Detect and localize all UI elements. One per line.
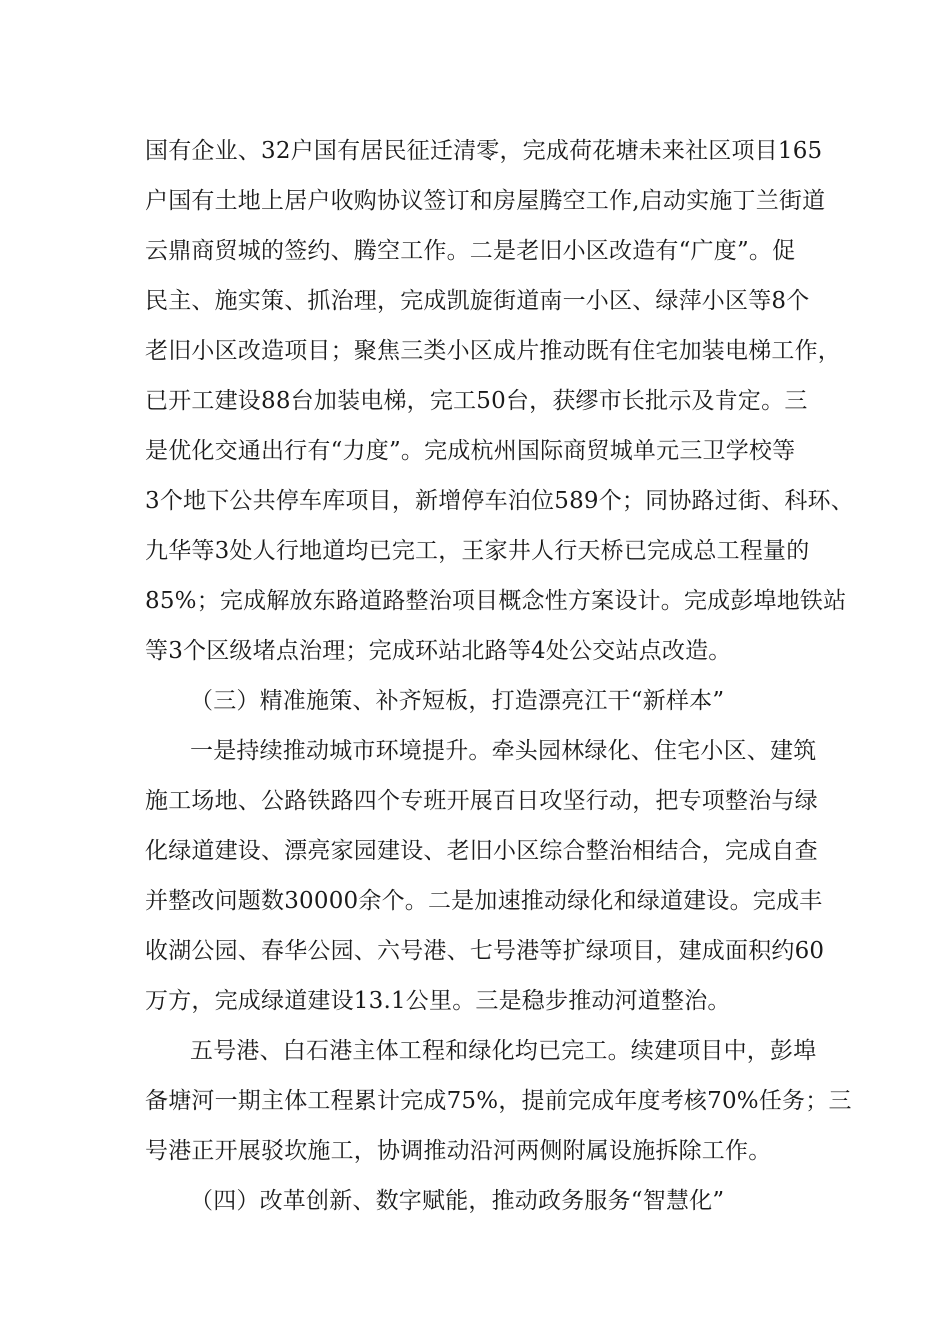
section-heading: （四）改革创新、数字赋能，推动政务服务“智慧化” bbox=[190, 1188, 725, 1214]
text-line: 五号港、白石港主体工程和绿化均已完工。续建项目中，彭埠 bbox=[190, 1038, 817, 1064]
text-line: 备塘河一期主体工程累计完成75%，提前完成年度考核70%任务；三 bbox=[145, 1088, 852, 1114]
section-heading: （三）精准施策、补齐短板，打造漂亮江干“新样本” bbox=[190, 688, 725, 714]
text-line: 户国有土地上居户收购协议签订和房屋腾空工作,启动实施丁兰街道 bbox=[145, 188, 826, 214]
text-line: 国有企业、32户国有居民征迁清零，完成荷花塘未来社区项目165 bbox=[145, 138, 823, 164]
text-line: 老旧小区改造项目；聚焦三类小区成片推动既有住宅加装电梯工作， bbox=[145, 338, 841, 364]
text-line: 云鼎商贸城的签约、腾空工作。二是老旧小区改造有“广度”。促 bbox=[145, 238, 796, 264]
text-line: 民主、施实策、抓治理，完成凯旋街道南一小区、绿萍小区等8个 bbox=[145, 288, 810, 314]
text-line: 3个地下公共停车库项目，新增停车泊位589个；同协路过街、科环、 bbox=[145, 488, 854, 514]
text-line: 收湖公园、春华公园、六号港、七号港等扩绿项目，建成面积约60 bbox=[145, 938, 825, 964]
text-line: 并整改问题数30000余个。二是加速推动绿化和绿道建设。完成丰 bbox=[145, 888, 823, 914]
text-line: 是优化交通出行有“力度”。完成杭州国际商贸城单元三卫学校等 bbox=[145, 438, 796, 464]
text-line: 万方，完成绿道建设13.1公里。三是稳步推动河道整治。 bbox=[145, 988, 731, 1014]
text-line: 一是持续推动城市环境提升。牵头园林绿化、住宅小区、建筑 bbox=[190, 738, 817, 764]
text-line: 号港正开展驳坎施工，协调推动沿河两侧附属设施拆除工作。 bbox=[145, 1138, 772, 1164]
text-line: 85%；完成解放东路道路整治项目概念性方案设计。完成彭埠地铁站 bbox=[145, 588, 847, 614]
text-line: 施工场地、公路铁路四个专班开展百日攻坚行动，把专项整治与绿 bbox=[145, 788, 818, 814]
text-line: 等3个区级堵点治理；完成环站北路等4处公交站点改造。 bbox=[145, 638, 732, 664]
text-line: 已开工建设88台加装电梯，完工50台，获缪市长批示及肯定。三 bbox=[145, 388, 808, 414]
text-line: 九华等3处人行地道均已完工，王家井人行天桥已完成总工程量的 bbox=[145, 538, 810, 564]
text-line: 化绿道建设、漂亮家园建设、老旧小区综合整治相结合，完成自查 bbox=[145, 838, 818, 864]
